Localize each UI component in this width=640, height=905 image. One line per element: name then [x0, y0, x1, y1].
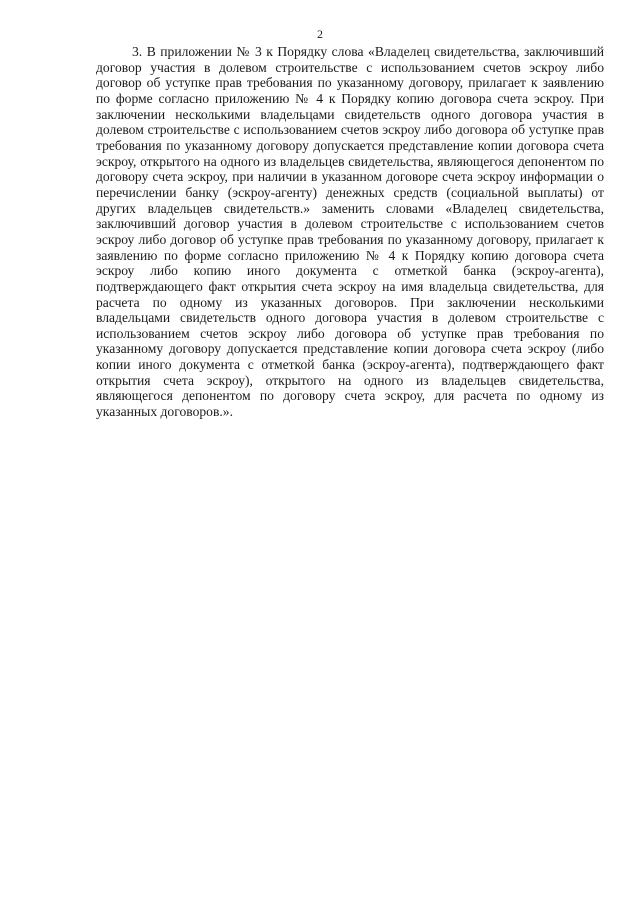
page-number: 2 — [317, 27, 323, 41]
body-paragraph: 3. В приложении № 3 к Порядку слова «Владелец свидетельства, заключивший договор участия в долевом строительстве с использованием счетов эскроу либо договор об уступке прав требования по указанному договору, прилагает к заявлению по форме согласно приложению № 4 к Порядку копию договора счета эскроу. При заключении несколькими владельцами свидетельств одного договора участия в долевом строительстве с использованием счетов эскроу либо договора об уступке прав требования по указанному договору допускается представление копии договора счета эскроу, открытого на одного из владельцев свидетельства, являющегося депонентом по договору счета эскроу, при наличии в указанном договоре счета эскроу информации о перечислении банку (эскроу-агенту) денежных средств (социальной выплаты) от других владельцев свидетельств.» заменить словами «Владелец свидетельства, заключивший договор участия в долевом строительстве с использованием счетов эскроу либо договор об уступке прав требования по указанному договору, прилагает к заявлению по форме согласно приложению № 4 к Порядку копию договора счета эскроу либо копию иного документа с отметкой банка (эскроу-агента), подтверждающего факт открытия счета эскроу на имя владельца свидетельства, для расчета по одному из указанных договоров. При заключении несколькими владельцами свидетельств одного договора участия в долевом строительстве с использованием счетов эскроу либо договора об уступке прав требования по указанному договору допускается представление копии договора счета эскроу (либо копии иного документа с отметкой банка (эскроу-агента), подтверждающего факт открытия счета эскроу), открытого на одного из владельцев свидетельства, являющегося депонентом по договору счета эскроу, для расчета по одному из указанных договоров.». — [96, 44, 604, 420]
